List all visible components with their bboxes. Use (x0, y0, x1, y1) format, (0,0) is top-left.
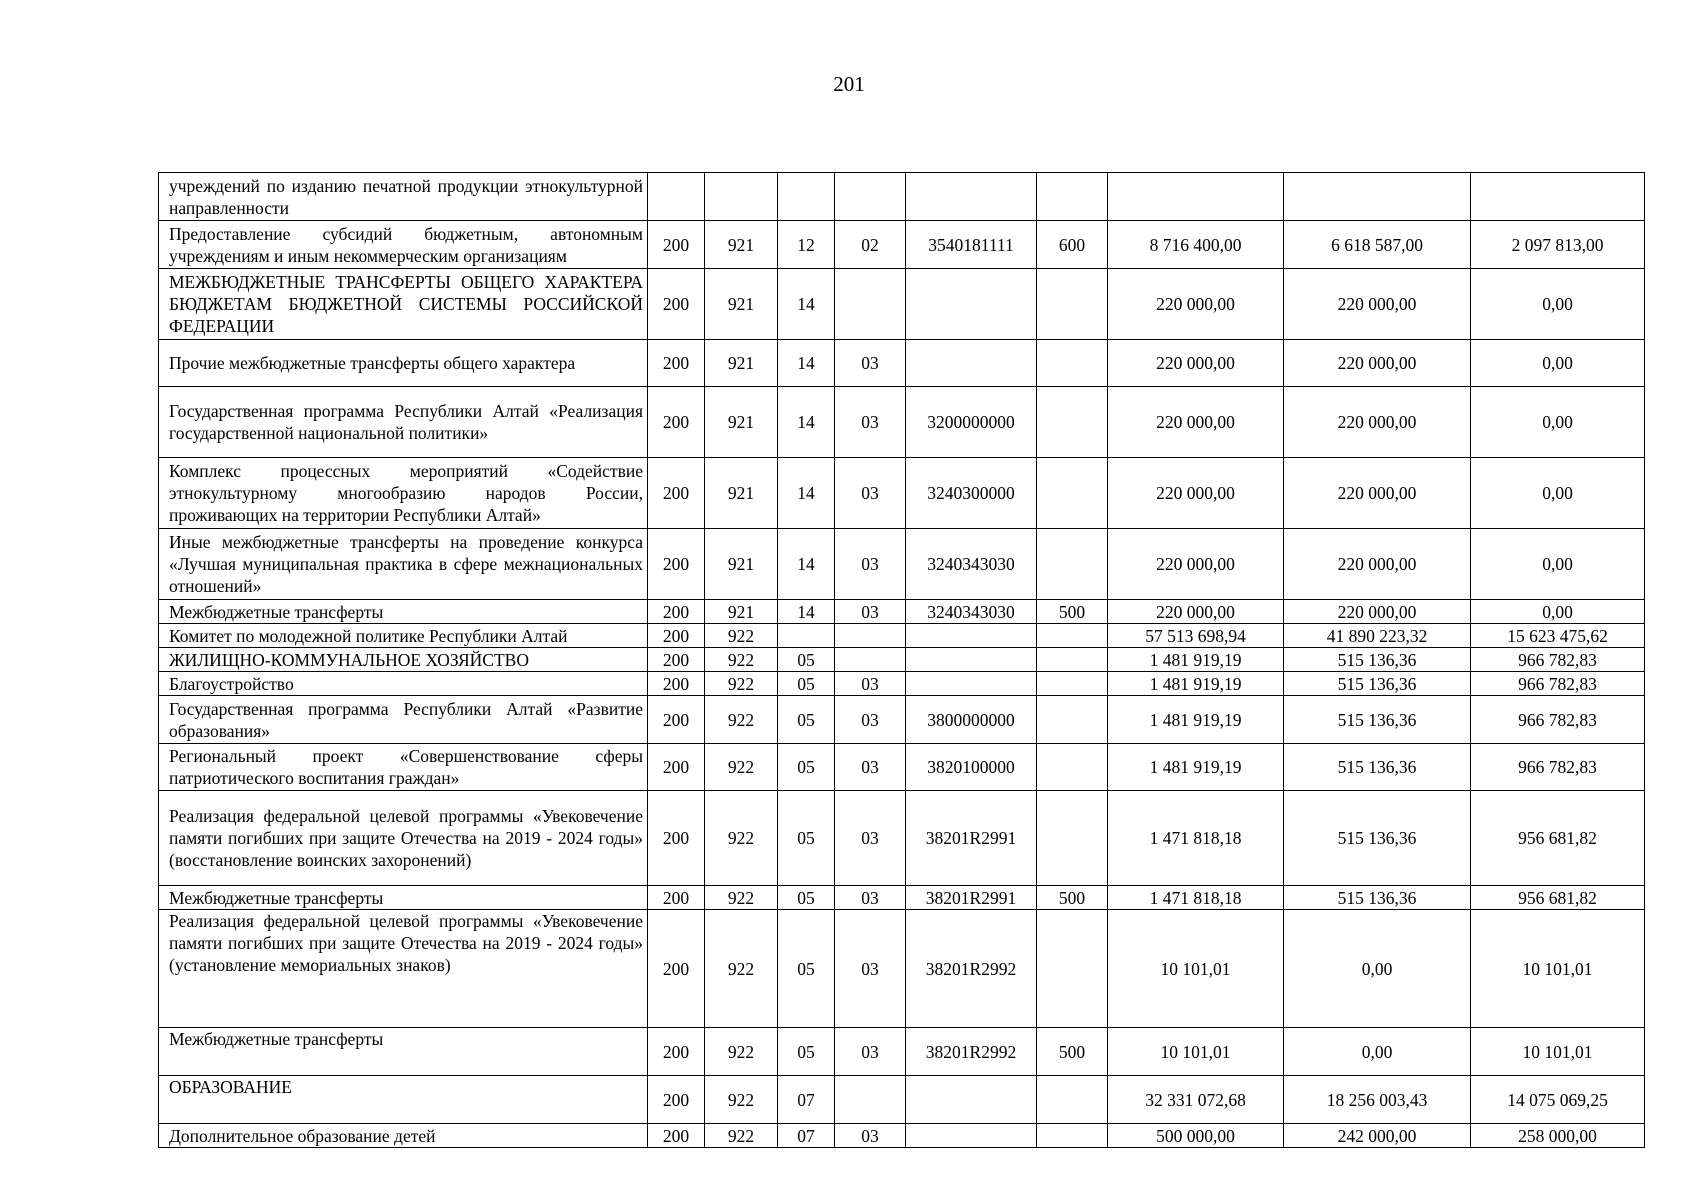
value-3: 10 101,01 (1471, 910, 1645, 1028)
code-3: 07 (778, 1076, 835, 1124)
value-2: 41 890 223,32 (1284, 624, 1471, 648)
code-2: 922 (705, 1028, 778, 1076)
value-3: 15 623 475,62 (1471, 624, 1645, 648)
code-4 (835, 1076, 906, 1124)
code-5: 38201R2991 (906, 791, 1037, 886)
code-5 (906, 269, 1037, 340)
value-1: 1 481 919,19 (1108, 744, 1284, 791)
code-2: 922 (705, 648, 778, 672)
code-2: 922 (705, 1124, 778, 1148)
value-3: 258 000,00 (1471, 1124, 1645, 1148)
table-row (159, 696, 1645, 744)
value-1: 57 513 698,94 (1108, 624, 1284, 648)
value-1: 1 481 919,19 (1108, 672, 1284, 696)
code-3: 14 (778, 340, 835, 387)
code-3: 05 (778, 672, 835, 696)
value-3: 0,00 (1471, 458, 1645, 529)
row-name: Межбюджетные трансферты (159, 886, 648, 910)
code-6 (1037, 173, 1108, 221)
code-4: 02 (835, 221, 906, 269)
table-row (159, 886, 1645, 910)
row-name: учреждений по изданию печатной продукции этнокультурной направленности (159, 173, 648, 221)
code-6 (1037, 269, 1108, 340)
table-row (159, 269, 1645, 340)
code-1: 200 (648, 744, 705, 791)
code-5: 3800000000 (906, 696, 1037, 744)
value-3: 0,00 (1471, 340, 1645, 387)
code-4: 03 (835, 696, 906, 744)
table-row (159, 173, 1645, 221)
code-5 (906, 672, 1037, 696)
table-row (159, 624, 1645, 648)
value-1: 220 000,00 (1108, 387, 1284, 458)
code-4: 03 (835, 340, 906, 387)
value-1: 32 331 072,68 (1108, 1076, 1284, 1124)
code-1: 200 (648, 672, 705, 696)
value-2: 220 000,00 (1284, 269, 1471, 340)
code-3: 14 (778, 600, 835, 624)
code-1: 200 (648, 600, 705, 624)
value-1: 8 716 400,00 (1108, 221, 1284, 269)
code-4 (835, 269, 906, 340)
code-3: 05 (778, 1028, 835, 1076)
code-2: 922 (705, 672, 778, 696)
value-3 (1471, 173, 1645, 221)
row-name: ЖИЛИЩНО-КОММУНАЛЬНОЕ ХОЗЯЙСТВО (159, 648, 648, 672)
table-row (159, 672, 1645, 696)
code-4: 03 (835, 529, 906, 600)
value-2: 220 000,00 (1284, 340, 1471, 387)
code-6: 600 (1037, 221, 1108, 269)
page-number: 201 (833, 72, 865, 96)
value-2: 18 256 003,43 (1284, 1076, 1471, 1124)
code-4: 03 (835, 886, 906, 910)
code-1: 200 (648, 648, 705, 672)
code-6 (1037, 910, 1108, 1028)
value-1: 1 481 919,19 (1108, 648, 1284, 672)
code-6 (1037, 1076, 1108, 1124)
code-1: 200 (648, 1124, 705, 1148)
code-5: 38201R2992 (906, 910, 1037, 1028)
value-1: 1 481 919,19 (1108, 696, 1284, 744)
code-1: 200 (648, 529, 705, 600)
table-row (159, 340, 1645, 387)
value-3: 956 681,82 (1471, 791, 1645, 886)
value-2: 220 000,00 (1284, 529, 1471, 600)
code-1: 200 (648, 910, 705, 1028)
code-1: 200 (648, 1076, 705, 1124)
code-2: 922 (705, 886, 778, 910)
code-2: 922 (705, 624, 778, 648)
code-2: 921 (705, 600, 778, 624)
code-2: 921 (705, 387, 778, 458)
code-5: 3820100000 (906, 744, 1037, 791)
value-2: 515 136,36 (1284, 696, 1471, 744)
value-3: 956 681,82 (1471, 886, 1645, 910)
table-row (159, 387, 1645, 458)
code-6 (1037, 340, 1108, 387)
code-2: 921 (705, 529, 778, 600)
code-5: 3240343030 (906, 529, 1037, 600)
code-4: 03 (835, 1124, 906, 1148)
value-2: 515 136,36 (1284, 672, 1471, 696)
value-1: 10 101,01 (1108, 1028, 1284, 1076)
code-1: 200 (648, 696, 705, 744)
code-5 (906, 648, 1037, 672)
value-3: 0,00 (1471, 269, 1645, 340)
value-3: 966 782,83 (1471, 696, 1645, 744)
value-3: 966 782,83 (1471, 648, 1645, 672)
row-name: Региональный проект «Совершенствование сферы патриотического воспитания граждан» (159, 744, 648, 791)
code-2: 922 (705, 791, 778, 886)
code-5 (906, 1076, 1037, 1124)
code-2: 922 (705, 696, 778, 744)
code-3: 05 (778, 744, 835, 791)
table-row (159, 648, 1645, 672)
value-2: 0,00 (1284, 910, 1471, 1028)
value-3: 10 101,01 (1471, 1028, 1645, 1076)
row-name: Комплекс процессных мероприятий «Содействие этнокультурному многообразию народов России, проживающих на территории Республики Алтай» (159, 458, 648, 529)
row-name: Предоставление субсидий бюджетным, автономным учреждениям и иным некоммерческим организациям (159, 221, 648, 269)
code-3: 07 (778, 1124, 835, 1148)
code-6 (1037, 696, 1108, 744)
row-name: Государственная программа Республики Алтай «Развитие образования» (159, 696, 648, 744)
table-row (159, 1124, 1645, 1148)
table-row (159, 791, 1645, 886)
row-name: Межбюджетные трансферты (159, 600, 648, 624)
code-1: 200 (648, 624, 705, 648)
code-2: 921 (705, 458, 778, 529)
code-4: 03 (835, 600, 906, 624)
value-2: 515 136,36 (1284, 648, 1471, 672)
value-2: 515 136,36 (1284, 791, 1471, 886)
row-name: Прочие межбюджетные трансферты общего характера (159, 340, 648, 387)
code-3: 05 (778, 886, 835, 910)
value-3: 966 782,83 (1471, 672, 1645, 696)
code-6 (1037, 624, 1108, 648)
code-5: 3240300000 (906, 458, 1037, 529)
value-2: 220 000,00 (1284, 387, 1471, 458)
value-2 (1284, 173, 1471, 221)
row-name: Реализация федеральной целевой программы «Увековечение памяти погибших при защите Отечества на 2019 - 2024 годы» (установление мемориальных знаков) (159, 910, 648, 1028)
value-2: 515 136,36 (1284, 886, 1471, 910)
value-2: 515 136,36 (1284, 744, 1471, 791)
code-6 (1037, 1124, 1108, 1148)
code-2: 921 (705, 269, 778, 340)
code-1: 200 (648, 340, 705, 387)
code-3 (778, 173, 835, 221)
code-4: 03 (835, 672, 906, 696)
code-5: 38201R2991 (906, 886, 1037, 910)
table-row (159, 221, 1645, 269)
code-1: 200 (648, 886, 705, 910)
code-1 (648, 173, 705, 221)
value-3: 0,00 (1471, 529, 1645, 600)
value-1: 220 000,00 (1108, 458, 1284, 529)
row-name: Реализация федеральной целевой программы «Увековечение памяти погибших при защите Отечества на 2019 - 2024 годы» (восстановление воинских захоронений) (159, 791, 648, 886)
value-3: 2 097 813,00 (1471, 221, 1645, 269)
code-3: 14 (778, 458, 835, 529)
value-1: 10 101,01 (1108, 910, 1284, 1028)
row-name: Комитет по молодежной политике Республики Алтай (159, 624, 648, 648)
code-1: 200 (648, 269, 705, 340)
code-3: 05 (778, 910, 835, 1028)
code-1: 200 (648, 1028, 705, 1076)
code-2: 922 (705, 910, 778, 1028)
code-6: 500 (1037, 600, 1108, 624)
code-1: 200 (648, 221, 705, 269)
value-2: 220 000,00 (1284, 458, 1471, 529)
value-3: 0,00 (1471, 600, 1645, 624)
code-5: 3240343030 (906, 600, 1037, 624)
code-1: 200 (648, 458, 705, 529)
value-1 (1108, 173, 1284, 221)
value-1: 1 471 818,18 (1108, 791, 1284, 886)
code-5: 3540181111 (906, 221, 1037, 269)
table-row (159, 1076, 1645, 1124)
code-3: 12 (778, 221, 835, 269)
table-row (159, 458, 1645, 529)
code-6 (1037, 648, 1108, 672)
table-row (159, 529, 1645, 600)
row-name: Дополнительное образование детей (159, 1124, 648, 1148)
value-3: 14 075 069,25 (1471, 1076, 1645, 1124)
code-5 (906, 1124, 1037, 1148)
value-1: 220 000,00 (1108, 269, 1284, 340)
value-1: 220 000,00 (1108, 340, 1284, 387)
value-3: 0,00 (1471, 387, 1645, 458)
row-name: Иные межбюджетные трансферты на проведение конкурса «Лучшая муниципальная практика в сфере межнациональных отношений» (159, 529, 648, 600)
code-2: 921 (705, 221, 778, 269)
code-4 (835, 624, 906, 648)
code-6 (1037, 791, 1108, 886)
code-4: 03 (835, 1028, 906, 1076)
table-row (159, 600, 1645, 624)
code-5 (906, 173, 1037, 221)
code-4 (835, 648, 906, 672)
code-4: 03 (835, 458, 906, 529)
code-6 (1037, 672, 1108, 696)
code-2: 921 (705, 340, 778, 387)
code-4: 03 (835, 791, 906, 886)
code-1: 200 (648, 387, 705, 458)
code-5: 38201R2992 (906, 1028, 1037, 1076)
value-1: 220 000,00 (1108, 529, 1284, 600)
code-6: 500 (1037, 886, 1108, 910)
table-row (159, 1028, 1645, 1076)
code-3: 14 (778, 269, 835, 340)
code-3: 14 (778, 529, 835, 600)
code-4: 03 (835, 744, 906, 791)
code-6 (1037, 744, 1108, 791)
code-3 (778, 624, 835, 648)
code-3: 05 (778, 791, 835, 886)
code-2 (705, 173, 778, 221)
code-3: 05 (778, 648, 835, 672)
row-name: Межбюджетные трансферты (159, 1028, 648, 1076)
code-2: 922 (705, 1076, 778, 1124)
value-2: 6 618 587,00 (1284, 221, 1471, 269)
value-3: 966 782,83 (1471, 744, 1645, 791)
code-6: 500 (1037, 1028, 1108, 1076)
code-3: 05 (778, 696, 835, 744)
value-1: 1 471 818,18 (1108, 886, 1284, 910)
code-1: 200 (648, 791, 705, 886)
code-5: 3200000000 (906, 387, 1037, 458)
code-4 (835, 173, 906, 221)
value-1: 220 000,00 (1108, 600, 1284, 624)
row-name: Благоустройство (159, 672, 648, 696)
value-2: 220 000,00 (1284, 600, 1471, 624)
row-name: ОБРАЗОВАНИЕ (159, 1076, 648, 1124)
code-5 (906, 624, 1037, 648)
row-name: Государственная программа Республики Алтай «Реализация государственной национальной политики» (159, 387, 648, 458)
table-row (159, 744, 1645, 791)
code-6 (1037, 387, 1108, 458)
row-name: МЕЖБЮДЖЕТНЫЕ ТРАНСФЕРТЫ ОБЩЕГО ХАРАКТЕРА БЮДЖЕТАМ БЮДЖЕТНОЙ СИСТЕМЫ РОССИЙСКОЙ ФЕДЕРАЦИИ (159, 269, 648, 340)
code-6 (1037, 458, 1108, 529)
code-4: 03 (835, 910, 906, 1028)
code-4: 03 (835, 387, 906, 458)
code-2: 922 (705, 744, 778, 791)
value-1: 500 000,00 (1108, 1124, 1284, 1148)
budget-table (158, 172, 1645, 1148)
code-6 (1037, 529, 1108, 600)
value-2: 242 000,00 (1284, 1124, 1471, 1148)
code-5 (906, 340, 1037, 387)
code-3: 14 (778, 387, 835, 458)
table-row (159, 910, 1645, 1028)
value-2: 0,00 (1284, 1028, 1471, 1076)
